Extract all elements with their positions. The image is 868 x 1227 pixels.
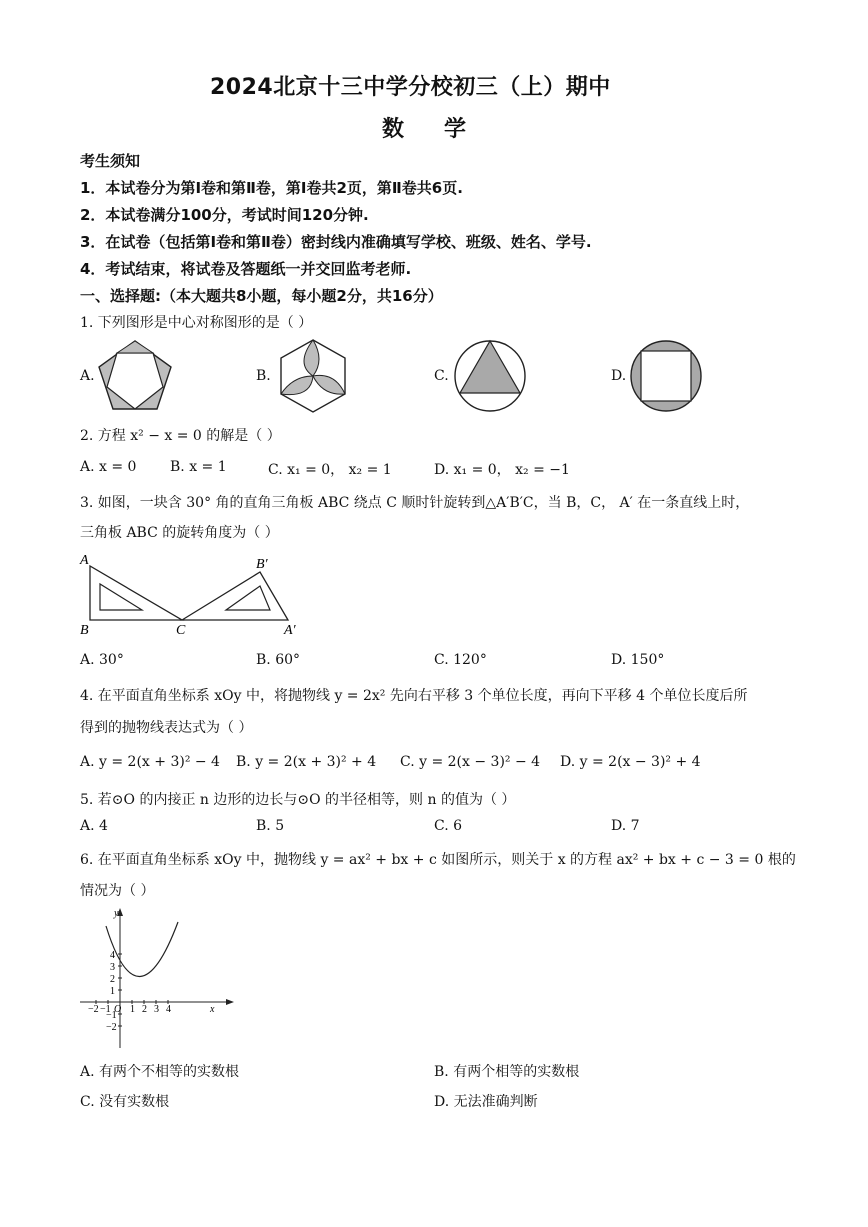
q5-option-c: C. 6 — [434, 818, 463, 834]
q6-y-tick: 4 — [110, 950, 115, 961]
q2-option-b: B. x = 1 — [170, 459, 227, 475]
q6-option-c: C. 没有实数根 — [80, 1094, 170, 1110]
q6-origin-label: O — [114, 1004, 122, 1015]
q5-option-d: D. 7 — [611, 818, 640, 834]
question-1-stem: 1. 下列图形是中心对称图形的是（ ） — [80, 315, 313, 331]
question-2-stem: 2. 方程 x² − x = 0 的解是（ ） — [80, 428, 281, 444]
q1-option-a-label: A. — [80, 368, 95, 384]
q6-x-tick: 2 — [142, 1004, 147, 1015]
subject-title: 数学 — [382, 117, 507, 142]
q5-option-b: B. 5 — [256, 818, 285, 834]
q2-option-d: D. x₁ = 0， x₂ = −1 — [434, 462, 570, 478]
q3-option-d: D. 150° — [611, 652, 665, 668]
q6-x-tick: −2 — [88, 1004, 99, 1015]
notice-heading: 考生须知 — [80, 152, 141, 170]
q3-label-b-prime: B′ — [256, 557, 268, 572]
question-6-stem-line1: 6. 在平面直角坐标系 xOy 中，抛物线 y = ax² + bx + c 如图所示，则关于 x 的方程 ax² + bx + c − 3 = 0 根的 — [80, 852, 796, 868]
q6-y-tick: 1 — [110, 986, 115, 997]
q3-option-c: C. 120° — [434, 652, 487, 668]
question-3-stem-line1: 3. 如图，一块含 30° 角的直角三角板 ABC 绕点 C 顺时针旋转到△A′B′C，当 B，C， A′ 在一条直线上时， — [80, 495, 750, 511]
q6-y-axis-label: y — [114, 908, 119, 919]
q1-option-c-label: C. — [434, 368, 449, 384]
q1-option-b-figure — [275, 338, 351, 414]
q4-option-d: D. y = 2(x − 3)² + 4 — [560, 754, 701, 770]
question-4-stem-line1: 4. 在平面直角坐标系 xOy 中，将抛物线 y = 2x² 先向右平移 3 个单位长度，再向下平移 4 个单位长度后所 — [80, 688, 748, 704]
q6-option-a: A. 有两个不相等的实数根 — [80, 1064, 240, 1080]
q6-x-axis-label: x — [210, 1004, 215, 1015]
section-heading: 一、选择题:（本大题共8小题，每小题2分，共16分） — [80, 287, 443, 305]
q6-option-b: B. 有两个相等的实数根 — [434, 1064, 580, 1080]
q6-x-tick: 4 — [166, 1004, 171, 1015]
notice-item: 3．在试卷（包括第Ⅰ卷和第Ⅱ卷）密封线内准确填写学校、班级、姓名、学号. — [80, 233, 592, 251]
q4-option-a: A. y = 2(x + 3)² − 4 — [80, 754, 220, 770]
question-6-stem-line2: 情况为（ ） — [80, 883, 155, 899]
q3-label-c: C — [176, 623, 186, 638]
q6-x-tick: 3 — [154, 1004, 159, 1015]
page-title: 2024北京十三中学分校初三（上）期中 — [210, 75, 611, 100]
q6-x-tick: 1 — [130, 1004, 135, 1015]
q6-parabola-graph — [76, 904, 236, 1052]
question-5-stem: 5. 若⊙O 的内接正 n 边形的边长与⊙O 的半径相等，则 n 的值为（ ） — [80, 792, 516, 808]
notice-item: 4．考试结束，将试卷及答题纸一并交回监考老师. — [80, 260, 412, 278]
q3-option-a: A. 30° — [80, 652, 124, 668]
notice-item: 1．本试卷分为第Ⅰ卷和第Ⅱ卷，第Ⅰ卷共2页，第Ⅱ卷共6页. — [80, 179, 463, 197]
q3-option-b: B. 60° — [256, 652, 301, 668]
q4-option-b: B. y = 2(x + 3)² + 4 — [236, 754, 377, 770]
q3-label-a: A — [80, 553, 89, 568]
q1-option-b-label: B. — [256, 368, 271, 384]
q1-option-c-figure — [452, 338, 528, 414]
q6-y-tick: 2 — [110, 974, 115, 985]
question-4-stem-line2: 得到的抛物线表达式为（ ） — [80, 720, 253, 736]
question-3-stem-line2: 三角板 ABC 的旋转角度为（ ） — [80, 525, 279, 541]
q4-option-c: C. y = 2(x − 3)² − 4 — [400, 754, 541, 770]
q2-option-c: C. x₁ = 0， x₂ = 1 — [268, 462, 392, 478]
q3-label-b: B — [80, 623, 89, 638]
q1-option-a-figure — [95, 337, 175, 413]
q1-option-d-figure — [628, 338, 704, 414]
q5-option-a: A. 4 — [80, 818, 108, 834]
q1-option-d-label: D. — [611, 368, 627, 384]
q6-y-tick: −2 — [106, 1022, 117, 1033]
q6-x-tick: −1 — [100, 1004, 111, 1015]
q3-figure — [76, 550, 306, 642]
q6-option-d: D. 无法准确判断 — [434, 1094, 538, 1110]
notice-item: 2．本试卷满分100分，考试时间120分钟. — [80, 206, 369, 224]
q3-label-a-prime: A′ — [284, 623, 296, 638]
q2-option-a: A. x = 0 — [80, 459, 137, 475]
q6-y-tick: −1 — [106, 1010, 117, 1021]
q6-y-tick: 3 — [110, 962, 115, 973]
